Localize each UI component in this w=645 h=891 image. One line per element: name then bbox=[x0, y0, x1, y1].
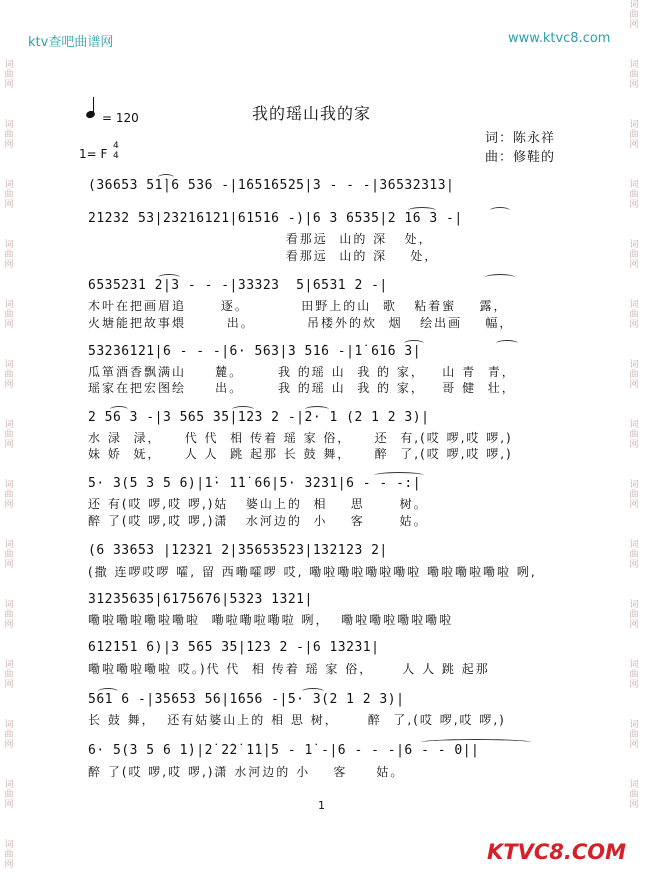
watermark-glyph: 网 bbox=[4, 680, 14, 690]
watermark-glyph: 词 bbox=[4, 120, 14, 130]
song-title: 我的瑶山我的家 bbox=[252, 104, 372, 123]
watermark-glyph: 网 bbox=[629, 80, 639, 90]
watermark-glyph: 曲 bbox=[4, 670, 14, 680]
watermark-glyph: 词 bbox=[4, 240, 14, 250]
watermark-glyph: 曲 bbox=[629, 10, 639, 20]
site-name-left[interactable]: ktv查吧曲谱网 bbox=[28, 35, 114, 50]
notation-line: 53236121|6 - - -|6· 563|3 51̇6 -|1̇ 61̇6 3| bbox=[88, 344, 422, 359]
watermark-glyph: 词 bbox=[4, 540, 14, 550]
watermark-glyph: 曲 bbox=[4, 610, 14, 620]
lyrics-verse-2: 看那远 山的 深 处， bbox=[88, 249, 439, 263]
notation-line: (36653 51̇|6 536 -|1̇651̇6525|3 - - -|36532313| bbox=[88, 178, 455, 193]
watermark-glyph: 词 bbox=[4, 300, 14, 310]
watermark-glyph: 网 bbox=[4, 80, 14, 90]
watermark-glyph: 词 bbox=[629, 420, 639, 430]
watermark-group bbox=[2, 240, 16, 300]
watermark-group bbox=[627, 660, 641, 720]
watermark-glyph: 曲 bbox=[629, 370, 639, 380]
watermark-glyph: 词 bbox=[4, 60, 14, 70]
notation-line: (6 33653 |12321 2|35653523|132123 2| bbox=[88, 543, 388, 558]
watermark-glyph: 词 bbox=[4, 720, 14, 730]
composer-credit: 曲：修鞋的 bbox=[485, 150, 556, 165]
slur-mark bbox=[408, 207, 436, 214]
watermark-glyph: 网 bbox=[629, 620, 639, 630]
watermark-glyph: 词 bbox=[629, 300, 639, 310]
watermark-glyph: 词 bbox=[4, 840, 14, 850]
watermark-group bbox=[627, 300, 641, 360]
page-number: 1 bbox=[318, 799, 325, 812]
lyrics-verse-1: 水 渌 渌， 代 代 相 传着 瑶 家 俗， 还 有,(哎 啰,哎 啰,) bbox=[88, 431, 513, 445]
slur-mark bbox=[158, 274, 180, 281]
watermark-group bbox=[627, 420, 641, 480]
watermark-glyph: 词 bbox=[629, 60, 639, 70]
watermark-glyph: 曲 bbox=[629, 670, 639, 680]
watermark-glyph: 词 bbox=[629, 480, 639, 490]
watermark-glyph: 曲 bbox=[629, 430, 639, 440]
watermark-glyph: 网 bbox=[4, 380, 14, 390]
watermark-group bbox=[2, 360, 16, 420]
notation-line: 31235635|61̇75676|5323 1321| bbox=[88, 592, 313, 607]
lyrics-verse-2: 火塘能把故事煨 出。 吊楼外的炊 烟 绘出画 幅， bbox=[88, 316, 514, 330]
watermark-group bbox=[2, 720, 16, 780]
watermark-glyph: 网 bbox=[629, 440, 639, 450]
slur-mark bbox=[158, 174, 174, 181]
watermark-glyph: 词 bbox=[629, 0, 639, 10]
slur-mark bbox=[232, 406, 254, 413]
site-logo[interactable]: KTVC8.COM bbox=[487, 840, 627, 864]
watermark-group bbox=[2, 180, 16, 240]
watermark-glyph: 网 bbox=[629, 560, 639, 570]
watermark-glyph: 网 bbox=[4, 860, 14, 870]
watermark-glyph: 网 bbox=[4, 320, 14, 330]
watermark-glyph: 网 bbox=[4, 200, 14, 210]
lyrics-line: 长 鼓 舞， 还有姑婆山上的 相 思 树， 醉 了,(哎 啰,哎 啰,) bbox=[88, 713, 506, 727]
watermark-glyph: 词 bbox=[629, 780, 639, 790]
slur-mark bbox=[496, 340, 518, 347]
watermark-glyph: 网 bbox=[629, 320, 639, 330]
watermark-glyph: 曲 bbox=[4, 370, 14, 380]
watermark-glyph: 曲 bbox=[629, 250, 639, 260]
slur-mark bbox=[485, 274, 515, 281]
lyrics-line: (撒 连啰哎啰 嚯, 留 西嘞嚯啰 哎, 嘞啦嘞啦嘞啦嘞啦 嘞啦嘞啦嘞啦 咧, bbox=[88, 565, 537, 579]
watermark-glyph: 曲 bbox=[4, 850, 14, 860]
watermark-glyph: 词 bbox=[4, 360, 14, 370]
lyrics-line: 醉 了(哎 啰,哎 啰,)潇 水河边的 小 客 姑。 bbox=[88, 765, 405, 779]
watermark-group bbox=[627, 720, 641, 780]
key-signature: 1= F bbox=[79, 147, 108, 161]
watermark-group bbox=[2, 660, 16, 720]
watermark-glyph: 词 bbox=[629, 120, 639, 130]
watermark-glyph: 词 bbox=[629, 360, 639, 370]
slur-mark bbox=[110, 406, 128, 413]
watermark-glyph: 曲 bbox=[4, 130, 14, 140]
watermark-group bbox=[2, 840, 16, 891]
watermark-glyph: 词 bbox=[4, 420, 14, 430]
watermark-glyph: 网 bbox=[629, 260, 639, 270]
watermark-glyph: 曲 bbox=[629, 70, 639, 80]
watermark-glyph: 词 bbox=[4, 480, 14, 490]
tempo-marking: = 120 bbox=[102, 111, 139, 125]
notation-line: 6535231 2|3 - - -|33323 5|6531 2 -| bbox=[88, 278, 388, 293]
notation-line: 2 56 3 -|3 565 35|123 2 -|2· 1 (2 1 2 3)| bbox=[88, 410, 430, 425]
notation-line: 21232 53|23216121|61516 -)|6 3 6535|2 16 3 -| bbox=[88, 211, 463, 226]
watermark-glyph: 网 bbox=[4, 440, 14, 450]
watermark-glyph: 网 bbox=[4, 260, 14, 270]
watermark-glyph: 词 bbox=[4, 780, 14, 790]
watermark-glyph: 词 bbox=[629, 240, 639, 250]
watermark-group bbox=[627, 540, 641, 600]
watermark-glyph: 曲 bbox=[629, 610, 639, 620]
watermark-glyph: 网 bbox=[4, 620, 14, 630]
watermark-glyph: 曲 bbox=[4, 790, 14, 800]
watermark-glyph: 网 bbox=[629, 500, 639, 510]
watermark-glyph: 网 bbox=[629, 740, 639, 750]
watermark-glyph: 网 bbox=[4, 500, 14, 510]
slur-mark bbox=[404, 340, 424, 347]
time-signature-top: 4 bbox=[113, 141, 119, 151]
watermark-group bbox=[2, 60, 16, 120]
slur-mark bbox=[490, 207, 510, 214]
watermark-group bbox=[627, 120, 641, 180]
watermark-glyph: 词 bbox=[629, 600, 639, 610]
site-url-right[interactable]: www.ktvc8.com bbox=[508, 31, 611, 46]
lyrics-verse-2: 醉 了(哎 啰,哎 啰,)潇 水河边的 小 客 姑。 bbox=[88, 514, 428, 528]
watermark-group bbox=[627, 0, 641, 60]
watermark-glyph: 网 bbox=[629, 380, 639, 390]
watermark-group bbox=[2, 600, 16, 660]
watermark-glyph: 网 bbox=[629, 800, 639, 810]
slur-mark bbox=[374, 472, 424, 479]
watermark-group bbox=[2, 300, 16, 360]
watermark-group bbox=[627, 60, 641, 120]
notation-line: 5· 3(5 3 5 6)|1̇· 1̇1̇ 66|5· 3231|6 - - -:| bbox=[88, 476, 422, 491]
watermark-glyph: 词 bbox=[629, 180, 639, 190]
watermark-group bbox=[627, 780, 641, 840]
watermark-left bbox=[2, 0, 16, 891]
watermark-group bbox=[2, 540, 16, 600]
notation-line: 561 6 -|35653 56|1̇656 -|5· 3(2 1 2 3)| bbox=[88, 692, 405, 707]
lyrics-line: 嘞啦嘞啦嘞啦嘞啦 嘞啦嘞啦嘞啦 咧， 嘞啦嘞啦嘞啦嘞啦 bbox=[88, 613, 454, 627]
watermark-group bbox=[627, 600, 641, 660]
watermark-glyph: 曲 bbox=[4, 490, 14, 500]
watermark-glyph: 曲 bbox=[629, 790, 639, 800]
watermark-glyph: 曲 bbox=[629, 730, 639, 740]
tie-mark bbox=[420, 739, 532, 746]
watermark-glyph: 词 bbox=[4, 600, 14, 610]
watermark-glyph: 曲 bbox=[4, 250, 14, 260]
slur-mark bbox=[98, 688, 118, 695]
notation-line: 612151 6)|3 565 35|123 2 -|6 13231| bbox=[88, 640, 380, 655]
watermark-glyph: 词 bbox=[4, 180, 14, 190]
watermark-glyph: 网 bbox=[4, 560, 14, 570]
watermark-group bbox=[2, 480, 16, 540]
watermark-glyph: 网 bbox=[4, 140, 14, 150]
time-signature bbox=[113, 141, 119, 161]
watermark-glyph: 网 bbox=[629, 140, 639, 150]
watermark-glyph: 词 bbox=[629, 660, 639, 670]
watermark-group bbox=[2, 420, 16, 480]
lyrics-verse-2: 妹 娇 妩， 人 人 跳 起那 长 鼓 舞， 醉 了,(哎 啰,哎 啰,) bbox=[88, 447, 513, 461]
lyrics-verse-1: 看那远 山的 深 处， bbox=[88, 232, 433, 246]
notation-line: 6· 5(3 5 6 1̇)|2̇ 2̇2̇ 1̇1̇|5 - 1̇ -|6 - - -|6 - - 0|| bbox=[88, 743, 480, 758]
watermark-glyph: 曲 bbox=[629, 310, 639, 320]
watermark-glyph: 曲 bbox=[4, 70, 14, 80]
watermark-glyph: 曲 bbox=[4, 730, 14, 740]
watermark-group bbox=[627, 180, 641, 240]
time-signature-bottom: 4 bbox=[113, 151, 119, 161]
watermark-group bbox=[627, 480, 641, 540]
watermark-glyph: 曲 bbox=[629, 190, 639, 200]
quarter-note-icon bbox=[85, 110, 96, 120]
lyrics-line: 嘞啦嘞啦嘞啦 哎。)代 代 相 传着 瑶 家 俗， 人 人 跳 起那 bbox=[88, 662, 490, 676]
watermark-group bbox=[627, 360, 641, 420]
watermark-glyph: 曲 bbox=[629, 550, 639, 560]
watermark-glyph: 网 bbox=[629, 680, 639, 690]
watermark-glyph: 曲 bbox=[4, 310, 14, 320]
watermark-glyph: 网 bbox=[4, 800, 14, 810]
slur-mark bbox=[302, 688, 324, 695]
lyricist-credit: 词：陈永祥 bbox=[485, 131, 556, 146]
watermark-glyph: 词 bbox=[629, 720, 639, 730]
watermark-group bbox=[627, 240, 641, 300]
lyrics-verse-1: 瓜箪酒香飘满山 麓。 我 的瑶 山 我 的 家， 山 青 青， bbox=[88, 365, 516, 379]
lyrics-verse-1: 还 有(哎 啰,哎 啰,)姑 婆山上的 相 思 树。 bbox=[88, 497, 428, 511]
watermark-glyph: 曲 bbox=[629, 130, 639, 140]
watermark-glyph: 词 bbox=[4, 660, 14, 670]
watermark-glyph: 网 bbox=[4, 740, 14, 750]
lyrics-verse-2: 瑶家在把宏图绘 出。 我 的瑶 山 我 的 家， 哥 健 壮， bbox=[88, 381, 516, 395]
slur-mark bbox=[305, 406, 329, 413]
watermark-group bbox=[2, 780, 16, 840]
watermark-glyph: 曲 bbox=[4, 550, 14, 560]
watermark-glyph: 曲 bbox=[4, 190, 14, 200]
lyrics-verse-1: 木叶在把画眉追 逐。 田野上的山 歌 粘着蜜 露， bbox=[88, 299, 508, 313]
watermark-glyph: 词 bbox=[629, 540, 639, 550]
watermark-group bbox=[2, 120, 16, 180]
watermark-glyph: 网 bbox=[629, 20, 639, 30]
watermark-right bbox=[627, 0, 641, 891]
watermark-glyph: 网 bbox=[629, 200, 639, 210]
watermark-glyph: 曲 bbox=[4, 430, 14, 440]
watermark-glyph: 曲 bbox=[629, 490, 639, 500]
